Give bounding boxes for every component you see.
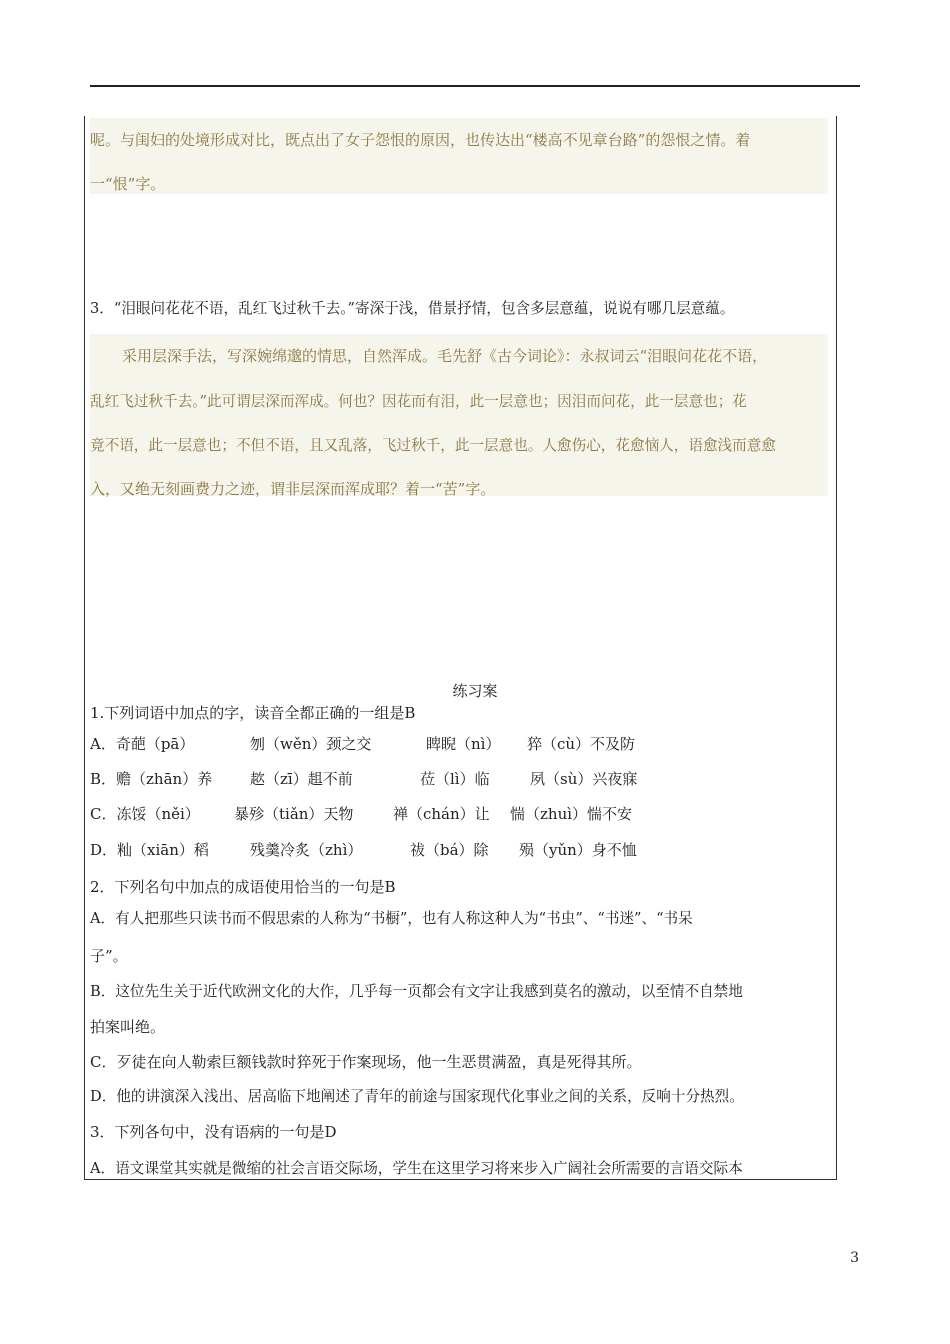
q2-option-b-line-2: 拍案叫绝。	[90, 1018, 166, 1036]
answer-2-line-1: 采用层深手法，写深婉绵邈的情思，自然浑成。毛先舒《古今词论》：永叔词云“泪眼问花花不语，	[122, 347, 768, 365]
q3-option-a-line-1: A．语文课堂其实就是微缩的社会言语交际场，学生在这里学习将来步入广阔社会所需要的言语交际本	[90, 1160, 743, 1177]
q1-option-c-3: 禅（chán）让	[393, 805, 490, 823]
answer-2-line-4: 入，又绝无刻画费力之迹，谓非层深而浑成耶？着一“苦”字。	[90, 480, 496, 498]
q2-option-c: C．歹徒在向人勒索巨额钱款时猝死于作案现场，他一生恶贯满盈，真是死得其所。	[90, 1053, 642, 1071]
exercise-title: 练习案	[452, 682, 498, 700]
q1-option-b-3: 莅（lì）临	[420, 770, 490, 788]
answer-1-line-2: 一“恨”字。	[90, 175, 166, 193]
q1-option-d-4: 殒（yǔn）身不恤	[519, 841, 637, 859]
q1-option-a-2: 刎（wěn）颈之交	[250, 735, 372, 753]
header-rule	[90, 85, 860, 87]
question-3: 3．“泪眼问花花不语，乱红飞过秋千去。”寄深于浅，借景抒情，包含多层意蕴，说说有哪几层意蕴。	[90, 300, 735, 317]
q1-option-b-1: B．赡（zhān）养	[90, 770, 213, 788]
exercise-q3-stem: 3．下列各句中，没有语病的一句是D	[90, 1123, 337, 1141]
q2-option-b-line-1: B．这位先生关于近代欧洲文化的大作，几乎每一页都会有文字让我感到莫名的激动，以至情不自禁地	[90, 983, 743, 1000]
q1-option-b-4: 夙（sù）兴夜寐	[530, 770, 638, 788]
exercise-q1-stem: 1.下列词语中加点的字，读音全都正确的一组是B	[90, 704, 416, 722]
q1-option-c-4: 惴（zhuì）惴不安	[510, 805, 633, 823]
q2-option-a-line-2: 子”。	[90, 947, 128, 965]
q1-option-d-2: 残羹冷炙（zhì）	[250, 841, 363, 859]
q1-option-c-2: 暴殄（tiǎn）天物	[234, 805, 354, 823]
q1-option-a-1: A．奇葩（pā）	[90, 735, 195, 753]
q2-option-d: D．他的讲演深入浅出、居高临下地阐述了青年的前途与国家现代化事业之间的关系，反响十分热烈。	[90, 1088, 744, 1105]
q1-option-a-3: 睥睨（nì）	[426, 735, 501, 753]
q1-option-d-1: D．籼（xiān）稻	[90, 841, 209, 859]
q1-option-d-3: 祓（bá）除	[410, 841, 489, 859]
q1-option-c-1: C．冻馁（něi）	[90, 805, 200, 823]
page-number: 3	[850, 1250, 859, 1266]
exercise-q2-stem: 2．下列名句中加点的成语使用恰当的一句是B	[90, 878, 396, 896]
answer-1-line-1: 呢。与闺妇的处境形成对比，既点出了女子怨恨的原因，也传达出“楼高不见章台路”的怨恨之情。着	[90, 131, 751, 149]
answer-2-line-3: 竟不语，此一层意也；不但不语，且又乱落，飞过秋千，此一层意也。人愈伤心，花愈恼人，语愈浅而意愈	[90, 437, 776, 454]
q1-option-a-4: 猝（cù）不及防	[527, 735, 636, 753]
q1-option-b-2: 趑（zī）趄不前	[250, 770, 353, 788]
answer-2-line-2: 乱红飞过秋千去。”此可谓层深而浑成。何也？因花而有泪，此一层意也；因泪而问花，此一层意也；花	[90, 393, 747, 410]
q2-option-a-line-1: A．有人把那些只读书而不假思索的人称为“书橱”，也有人称这种人为“书虫”、“书迷”、“书呆	[90, 910, 693, 927]
